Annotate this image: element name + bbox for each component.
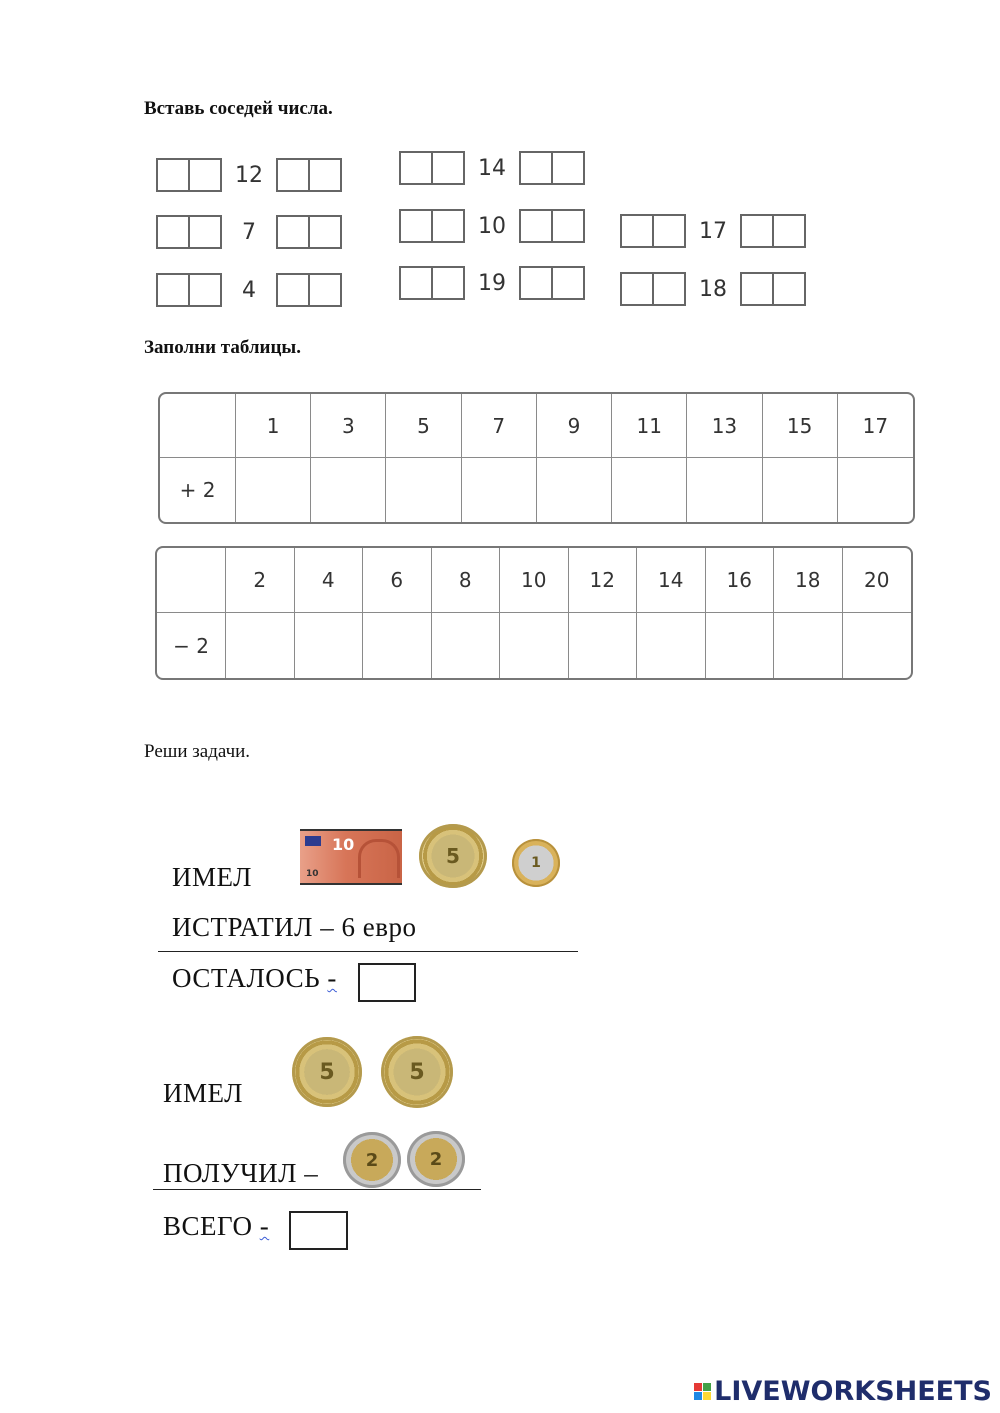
neighbor-number: 14	[478, 155, 506, 181]
logo-square-blue	[694, 1392, 702, 1400]
neighbor-input-left[interactable]	[620, 214, 686, 248]
table-answer-cell[interactable]	[774, 613, 843, 678]
table-answer-cell[interactable]	[843, 613, 912, 678]
neighbor-number: 12	[235, 162, 263, 188]
table-corner-cell	[157, 548, 226, 613]
arch-icon	[358, 839, 400, 878]
table-header-cell: 7	[462, 394, 537, 458]
logo-squares-icon	[694, 1383, 711, 1400]
neighbor-input-left[interactable]	[399, 151, 465, 185]
neighbor-row	[620, 213, 806, 249]
coin-2-euro-icon: 2	[343, 1132, 401, 1188]
digit-cell[interactable]	[622, 216, 654, 246]
digit-cell[interactable]	[742, 216, 774, 246]
neighbor-input-left[interactable]	[156, 273, 222, 307]
digit-cell[interactable]	[401, 268, 433, 298]
addition-table	[158, 392, 915, 524]
digit-cell[interactable]	[521, 211, 553, 241]
table-header-cell: 3	[311, 394, 386, 458]
neighbor-input-right[interactable]	[740, 214, 806, 248]
digit-cell[interactable]	[190, 275, 220, 305]
table-header-cell: 10	[500, 548, 569, 613]
section-heading-problems: Реши задачи.	[144, 741, 251, 762]
table-header-cell: 9	[537, 394, 612, 458]
digit-cell[interactable]	[433, 153, 463, 183]
table-answer-cell[interactable]	[311, 458, 386, 522]
neighbor-number: 7	[242, 219, 256, 245]
problem2-answer-box[interactable]	[289, 1211, 348, 1250]
coin-5-euro-icon: 5	[292, 1037, 362, 1107]
table-answer-cell[interactable]	[432, 613, 501, 678]
neighbor-number: 4	[242, 277, 256, 303]
neighbor-input-right[interactable]	[740, 272, 806, 306]
problem1-left-dash: -	[327, 963, 337, 993]
table-answer-cell[interactable]	[687, 458, 762, 522]
problem2-received: ПОЛУЧИЛ –	[163, 1158, 319, 1188]
digit-cell[interactable]	[521, 268, 553, 298]
table-header-cell: 14	[637, 548, 706, 613]
section-heading-tables: Заполни таблицы.	[144, 337, 302, 358]
table-header-cell: 13	[687, 394, 762, 458]
neighbor-input-left[interactable]	[156, 215, 222, 249]
digit-cell[interactable]	[278, 217, 310, 247]
table-header-cell: 12	[569, 548, 638, 613]
table-header-cell: 2	[226, 548, 295, 613]
liveworksheets-logo[interactable]	[694, 1376, 992, 1407]
digit-cell[interactable]	[310, 217, 340, 247]
digit-cell[interactable]	[310, 275, 340, 305]
digit-cell[interactable]	[774, 274, 804, 304]
table-header-cell: 1	[236, 394, 311, 458]
neighbor-number: 18	[699, 276, 727, 302]
digit-cell[interactable]	[158, 217, 190, 247]
digit-cell[interactable]	[742, 274, 774, 304]
problem2-had: ИМЕЛ	[163, 1078, 243, 1108]
digit-cell[interactable]	[433, 211, 463, 241]
digit-cell[interactable]	[553, 211, 583, 241]
digit-cell[interactable]	[190, 160, 220, 190]
eu-flag-icon	[305, 836, 321, 846]
digit-cell[interactable]	[654, 274, 684, 304]
table-header-cell: 20	[843, 548, 912, 613]
digit-cell[interactable]	[553, 153, 583, 183]
table-answer-cell[interactable]	[226, 613, 295, 678]
neighbor-number: 10	[478, 213, 506, 239]
table-operation-cell: − 2	[157, 613, 226, 678]
digit-cell[interactable]	[433, 268, 463, 298]
table-answer-cell[interactable]	[295, 613, 364, 678]
neighbor-row	[399, 208, 585, 244]
digit-cell[interactable]	[622, 274, 654, 304]
neighbor-row	[399, 150, 585, 186]
problem1-left-label	[172, 963, 337, 994]
table-answer-cell[interactable]	[363, 613, 432, 678]
neighbor-row	[156, 272, 342, 308]
digit-cell[interactable]	[654, 216, 684, 246]
digit-cell[interactable]	[278, 275, 310, 305]
table-header-cell: 11	[612, 394, 687, 458]
problem2-divider	[153, 1189, 481, 1190]
problem2-total-text: ВСЕГО	[163, 1211, 260, 1241]
digit-cell[interactable]	[553, 268, 583, 298]
neighbor-number: 17	[699, 218, 727, 244]
table-answer-cell[interactable]	[500, 613, 569, 678]
problem1-left-text: ОСТАЛОСЬ	[172, 963, 328, 993]
table-answer-cell[interactable]	[637, 613, 706, 678]
neighbor-input-left[interactable]	[399, 266, 465, 300]
digit-cell[interactable]	[190, 217, 220, 247]
neighbor-input-left[interactable]	[620, 272, 686, 306]
digit-cell[interactable]	[158, 160, 190, 190]
problem1-had: ИМЕЛ	[172, 862, 252, 892]
neighbor-row	[156, 214, 342, 250]
table-answer-cell[interactable]	[462, 458, 537, 522]
banknote-value: 10	[332, 835, 355, 854]
logo-text: LIVEWORKSHEETS	[714, 1376, 992, 1407]
table-header-cell: 6	[363, 548, 432, 613]
table-header-cell: 18	[774, 548, 843, 613]
problem1-answer-box[interactable]	[358, 963, 416, 1002]
table-answer-cell[interactable]	[386, 458, 461, 522]
table-header-cell: 5	[386, 394, 461, 458]
digit-cell[interactable]	[158, 275, 190, 305]
digit-cell[interactable]	[310, 160, 340, 190]
table-header-cell: 16	[706, 548, 775, 613]
neighbor-row	[620, 271, 806, 307]
section-heading-neighbors: Вставь соседей числа.	[144, 98, 333, 119]
table-header-cell: 8	[432, 548, 501, 613]
neighbor-input-left[interactable]	[156, 158, 222, 192]
neighbor-number: 19	[478, 270, 506, 296]
logo-square-yellow	[703, 1392, 711, 1400]
coin-5-euro-icon: 5	[381, 1036, 453, 1108]
digit-cell[interactable]	[401, 153, 433, 183]
table-answer-cell[interactable]	[706, 613, 775, 678]
neighbor-input-right[interactable]	[276, 215, 342, 249]
banknote-value-small: 10	[306, 869, 319, 879]
problem1-divider	[158, 951, 578, 952]
neighbor-row	[156, 157, 342, 193]
table-answer-cell[interactable]	[838, 458, 913, 522]
neighbor-input-right[interactable]	[519, 151, 585, 185]
table-answer-cell[interactable]	[612, 458, 687, 522]
coin-1-euro-icon: 1	[512, 839, 560, 887]
problem1-spent: ИСТРАТИЛ – 6 евро	[172, 912, 417, 942]
problem2-total-label	[163, 1211, 269, 1242]
table-corner-cell	[160, 394, 236, 458]
neighbor-input-right[interactable]	[276, 158, 342, 192]
neighbor-input-right[interactable]	[276, 273, 342, 307]
table-answer-cell[interactable]	[569, 613, 638, 678]
table-operation-cell: + 2	[160, 458, 236, 522]
logo-square-green	[703, 1383, 711, 1391]
problem2-total-dash: -	[259, 1211, 270, 1241]
banknote-10-euro	[300, 829, 402, 885]
table-answer-cell[interactable]	[537, 458, 612, 522]
digit-cell[interactable]	[774, 216, 804, 246]
neighbor-input-left[interactable]	[399, 209, 465, 243]
coin-2-euro-icon: 2	[407, 1131, 465, 1187]
table-header-cell: 17	[838, 394, 913, 458]
digit-cell[interactable]	[278, 160, 310, 190]
logo-square-red	[694, 1383, 702, 1391]
table-answer-cell[interactable]	[236, 458, 311, 522]
neighbor-input-right[interactable]	[519, 266, 585, 300]
table-header-cell: 15	[763, 394, 838, 458]
digit-cell[interactable]	[521, 153, 553, 183]
digit-cell[interactable]	[401, 211, 433, 241]
neighbor-row	[399, 265, 585, 301]
neighbor-input-right[interactable]	[519, 209, 585, 243]
table-header-cell: 4	[295, 548, 364, 613]
subtraction-table	[155, 546, 913, 680]
coin-5-euro-icon: 5	[419, 824, 487, 888]
table-answer-cell[interactable]	[763, 458, 838, 522]
